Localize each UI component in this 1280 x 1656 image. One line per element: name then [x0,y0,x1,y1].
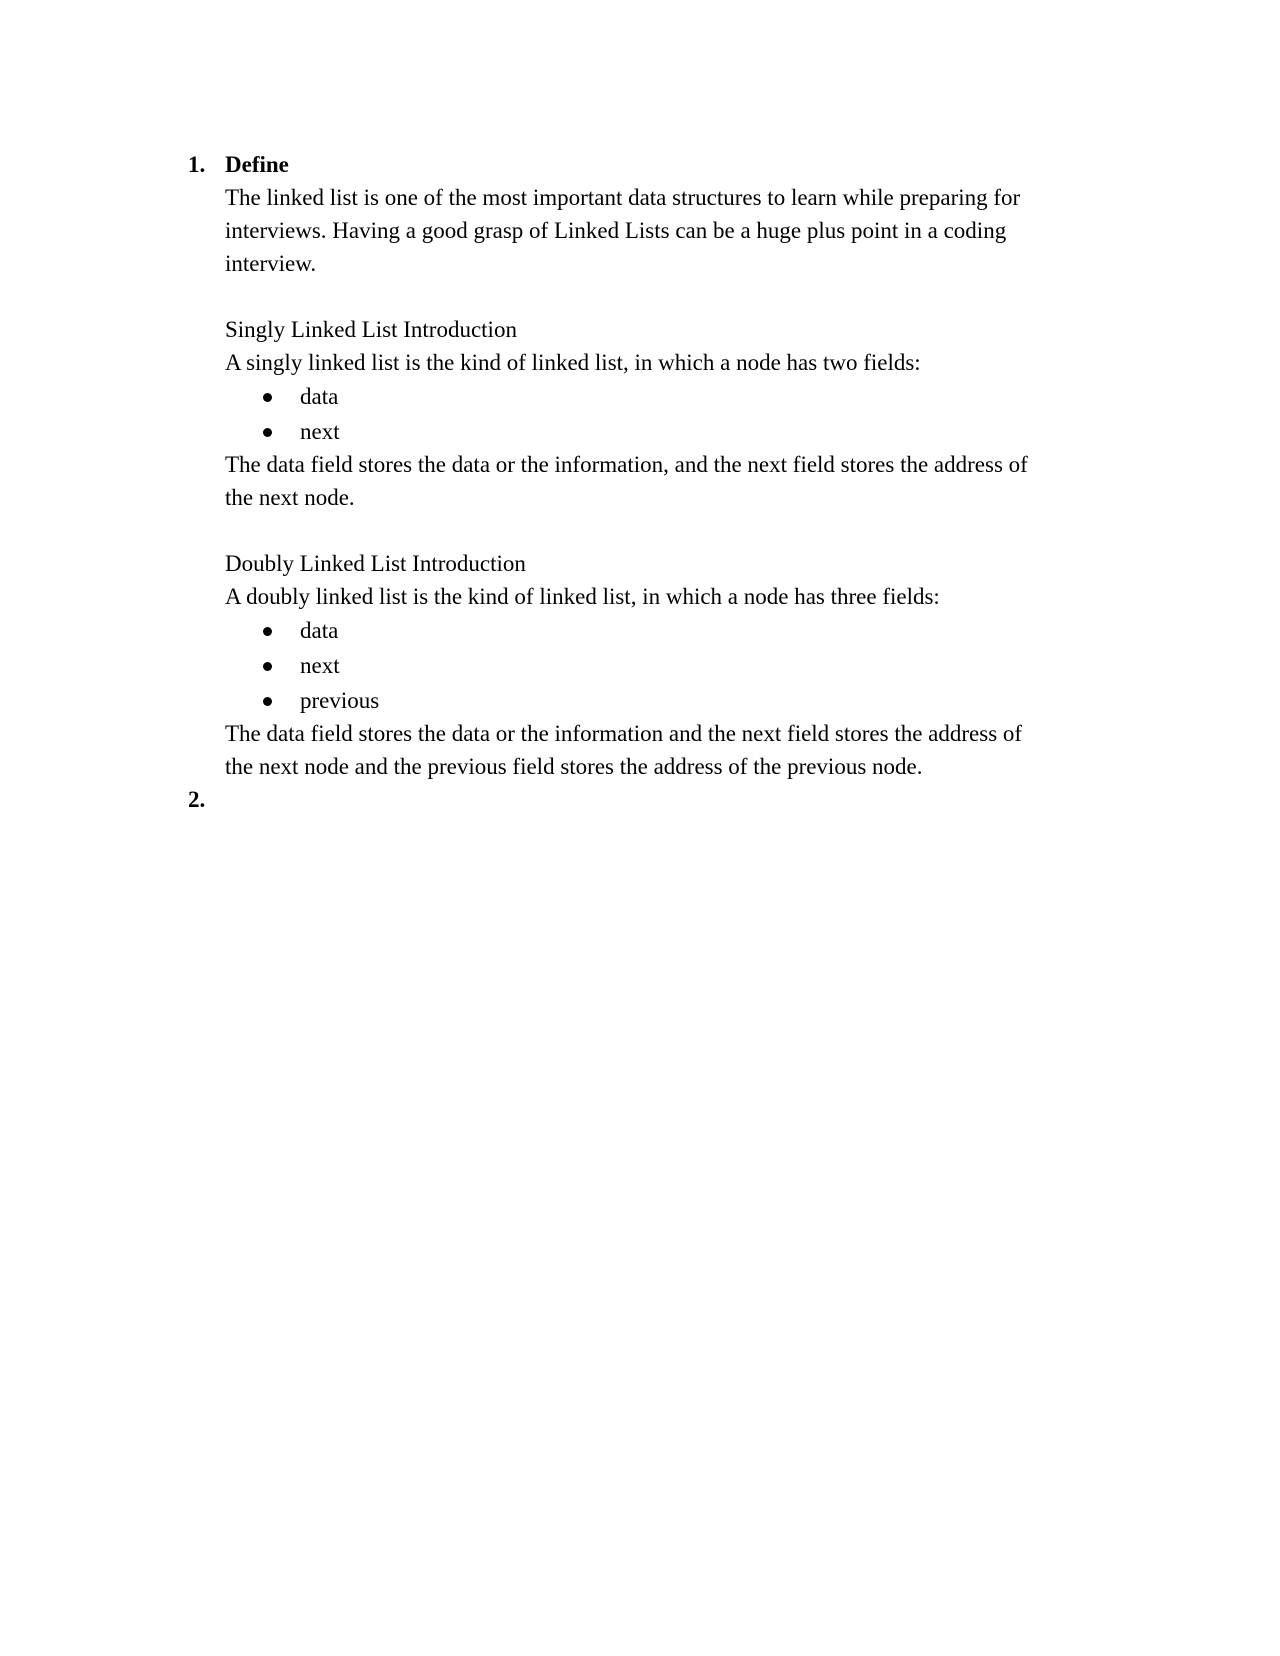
list-item [263,684,380,717]
doubly-lead: A doubly linked list is the kind of linked list, in which a node has three fields: [225,584,940,609]
singly-desc-line-2: the next node. [225,485,355,510]
list-item-text: next [300,653,340,678]
bullet-icon [263,428,272,437]
singly-desc-line-1: The data field stores the data or the information, and the next field stores the address of [225,452,1028,477]
bullet-icon [263,697,272,706]
singly-title: Singly Linked List Introduction [225,317,517,342]
intro-line-3: interview. [225,251,317,276]
singly-lead: A singly linked list is the kind of linked list, in which a node has two fields: [225,350,921,375]
list-item [263,415,340,448]
doubly-desc-line-2: the next node and the previous field stores the address of the previous node. [225,754,923,779]
bullet-icon [263,627,272,636]
list-item [263,380,339,413]
section-number-2: 2. [188,787,206,812]
bullet-icon [263,393,272,402]
list-item [263,649,340,682]
list-item-text: data [300,618,339,643]
list-item-text: next [300,419,340,444]
section-heading: Define [225,152,289,177]
doubly-title: Doubly Linked List Introduction [225,551,526,576]
list-item [263,614,339,647]
list-item-text: data [300,384,339,409]
intro-line-1: The linked list is one of the most important data structures to learn while preparing for [225,185,1021,210]
doubly-desc-line-1: The data field stores the data or the information and the next field stores the address of [225,721,1023,746]
intro-line-2: interviews. Having a good grasp of Linked Lists can be a huge plus point in a coding [225,218,1007,243]
section-number-1: 1. [188,152,206,177]
list-item-text: previous [300,688,380,713]
bullet-icon [263,662,272,671]
